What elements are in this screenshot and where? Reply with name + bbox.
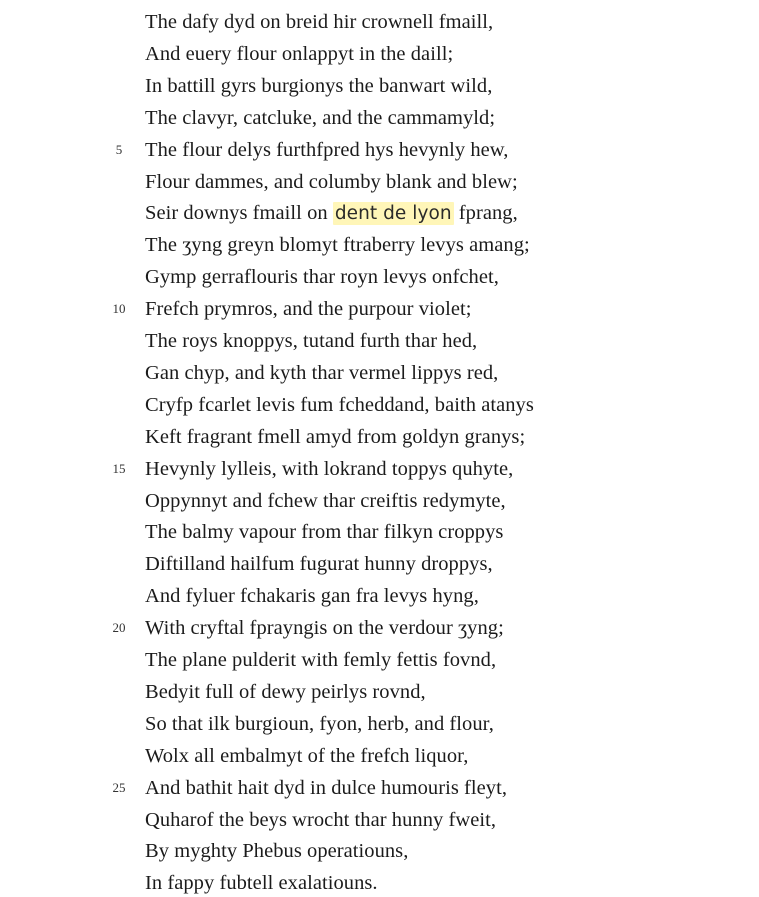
poem-line: In fappy fubtell exalatiouns. <box>145 872 378 895</box>
poem-line-text: fprang, <box>453 202 518 225</box>
poem-line: Gan chyp, and kyth thar vermel lippys red, <box>145 361 499 384</box>
highlighted-text: dent de lyon <box>334 203 452 225</box>
poem-line: Wolx all embalmyt of the frefch liquor, <box>145 744 469 767</box>
poem-line: The plane pulderit with femly fettis fovnd, <box>145 649 497 671</box>
line-number: 15 <box>112 460 126 476</box>
poem-line: Flour dammes, and columby blank and blew; <box>145 170 518 193</box>
poem-line: The clavyr, catcluke, and the cammamyld; <box>145 106 496 129</box>
poem-line: Diftilland hailfum fugurat hunny droppys, <box>145 553 493 576</box>
poem-line: The dafy dyd on breid hir crownell fmaill, <box>145 11 494 33</box>
poem-line: And euery flour onlappyt in the daill; <box>145 42 454 65</box>
poem-line: Quharof the beys wrocht thar hunny fweit, <box>145 808 497 831</box>
poem-line: With cryftal fprayngis on the verdour ʒyng; <box>145 617 504 640</box>
poem-line: And bathit hait dyd in dulce humouris fleyt, <box>145 776 508 799</box>
poem-line: In battill gyrs burgionys the banwart wild, <box>145 74 493 97</box>
poem-line: Keft fragrant fmell amyd from goldyn granys; <box>145 425 526 448</box>
poem-line: So that ilk burgioun, fyon, herb, and flour, <box>145 712 494 735</box>
line-number: 10 <box>112 301 126 317</box>
poem-line <box>145 199 518 227</box>
poem-line: The flour delys furthfpred hys hevynly hew, <box>145 138 509 161</box>
line-number: 5 <box>115 141 123 157</box>
poem-line: Oppynnyt and fchew thar creiftis redymyte, <box>145 489 506 512</box>
poem-line: Cryfp fcarlet levis fum fcheddand, baith atanys <box>145 393 534 416</box>
poem-line: The balmy vapour from thar filkyn croppys <box>145 521 504 544</box>
poem-line: By myghty Phebus operatiouns, <box>145 840 409 863</box>
poem-line: The ʒyng greyn blomyt ftraberry levys amang; <box>145 234 530 257</box>
poem-line: And fyluer fchakaris gan fra levys hyng, <box>145 585 479 608</box>
poem-line: Frefch prymros, and the purpour violet; <box>145 298 472 321</box>
line-number: 25 <box>112 779 126 795</box>
line-number: 20 <box>112 620 126 636</box>
poem-line: The roys knoppys, tutand furth thar hed, <box>145 330 478 352</box>
poem-line: Hevynly lylleis, with lokrand toppys quhyte, <box>145 457 514 480</box>
poem-line-text: Seir downys fmaill on <box>145 202 333 225</box>
poem-line: Gymp gerraflouris thar royn levys onfchet, <box>145 266 499 289</box>
poem-line: Bedyit full of dewy peirlys rovnd, <box>145 680 426 703</box>
